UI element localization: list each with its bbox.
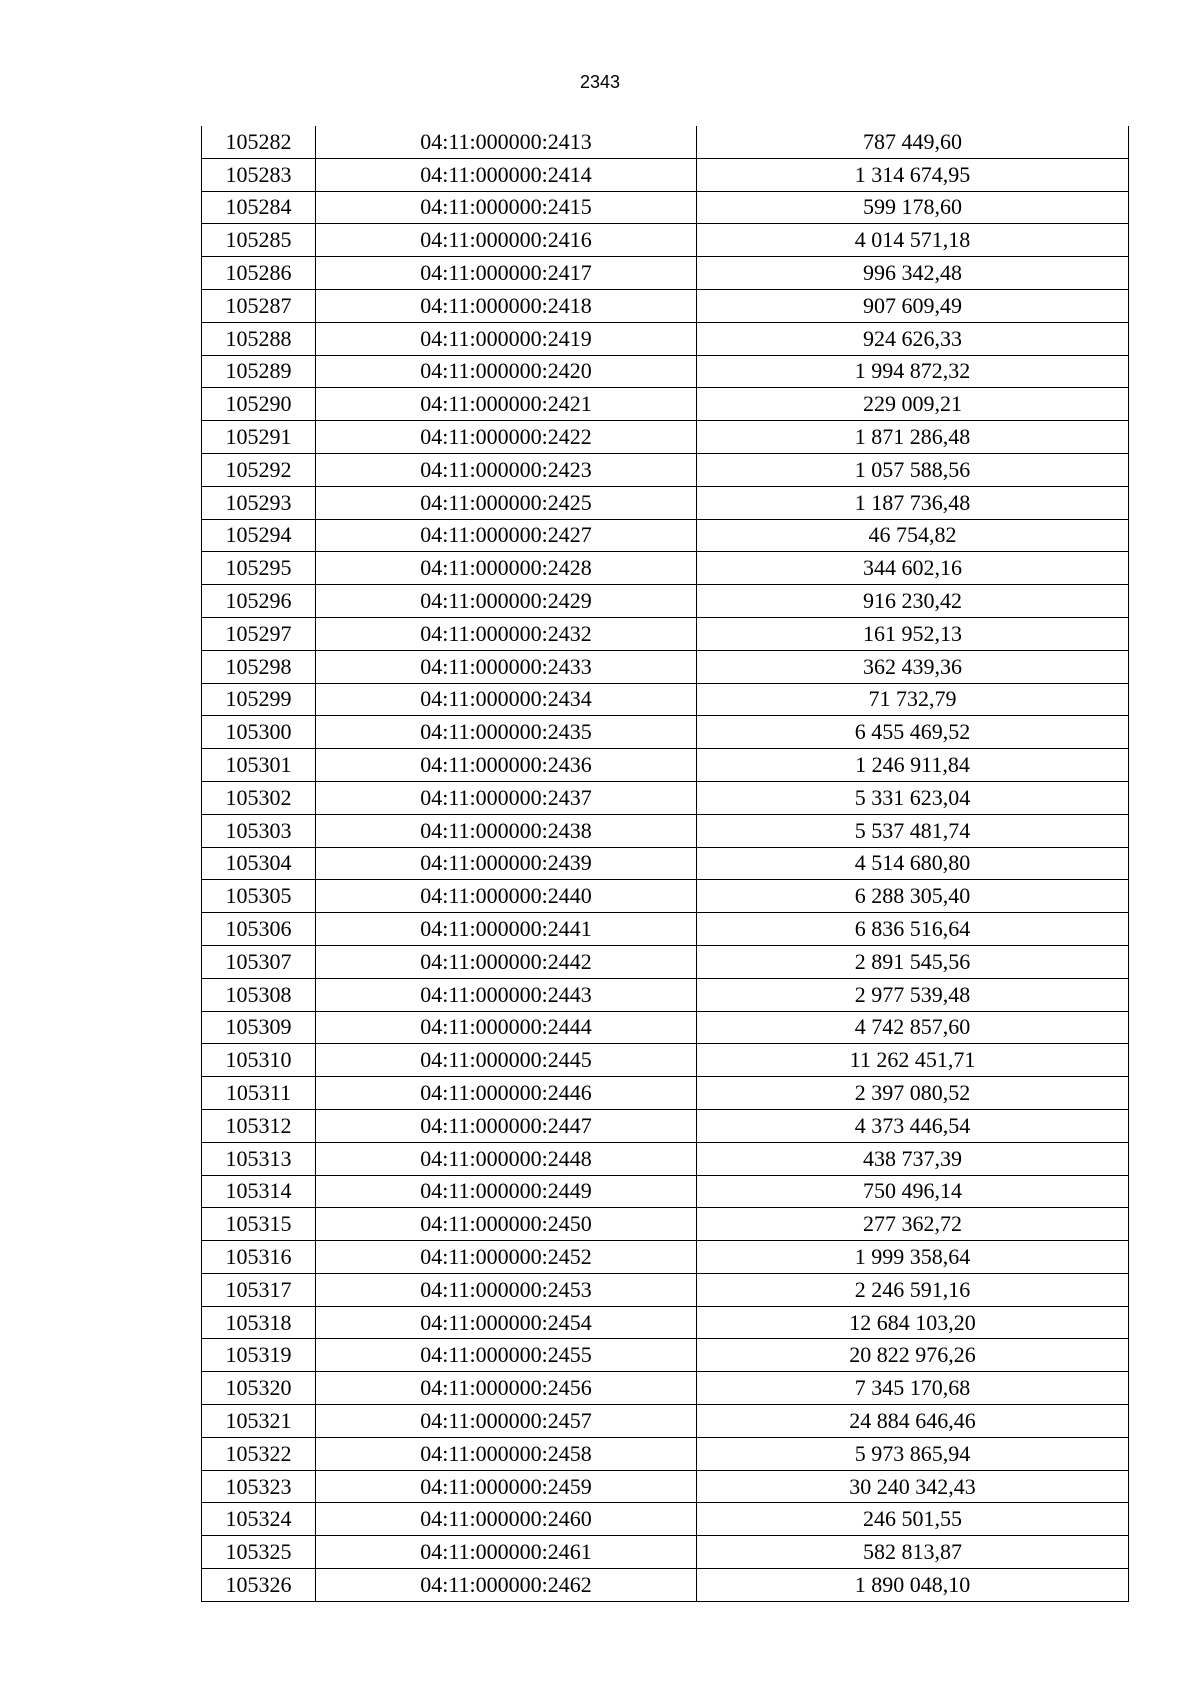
table-row (202, 1109, 1129, 1142)
cadastral-number-cell: 04:11:000000:2459 (316, 1470, 697, 1503)
table-row (202, 1569, 1129, 1602)
table-row (202, 421, 1129, 454)
cadastral-number-cell: 04:11:000000:2442 (316, 945, 697, 978)
row-number-cell: 105308 (202, 978, 316, 1011)
value-cell: 4 014 571,18 (697, 224, 1129, 257)
cadastral-number-cell: 04:11:000000:2439 (316, 847, 697, 880)
table-row (202, 683, 1129, 716)
table-row (202, 781, 1129, 814)
row-number-cell: 105286 (202, 257, 316, 290)
cadastral-number-cell: 04:11:000000:2421 (316, 388, 697, 421)
row-number-cell: 105296 (202, 585, 316, 618)
cadastral-number-cell: 04:11:000000:2448 (316, 1142, 697, 1175)
row-number-cell: 105317 (202, 1273, 316, 1306)
value-cell: 362 439,36 (697, 650, 1129, 683)
table-row (202, 486, 1129, 519)
value-cell: 277 362,72 (697, 1208, 1129, 1241)
cadastral-number-cell: 04:11:000000:2438 (316, 814, 697, 847)
cadastral-number-cell: 04:11:000000:2441 (316, 913, 697, 946)
table-row (202, 1175, 1129, 1208)
cadastral-number-cell: 04:11:000000:2434 (316, 683, 697, 716)
cadastral-number-cell: 04:11:000000:2422 (316, 421, 697, 454)
cadastral-number-cell: 04:11:000000:2449 (316, 1175, 697, 1208)
cadastral-number-cell: 04:11:000000:2456 (316, 1372, 697, 1405)
table-row (202, 519, 1129, 552)
row-number-cell: 105324 (202, 1503, 316, 1536)
row-number-cell: 105318 (202, 1306, 316, 1339)
cadastral-value-table (201, 126, 1129, 1602)
table-row (202, 355, 1129, 388)
row-number-cell: 105315 (202, 1208, 316, 1241)
cadastral-number-cell: 04:11:000000:2453 (316, 1273, 697, 1306)
cadastral-number-cell: 04:11:000000:2423 (316, 453, 697, 486)
value-cell: 6 836 516,64 (697, 913, 1129, 946)
table-row (202, 585, 1129, 618)
cadastral-number-cell: 04:11:000000:2425 (316, 486, 697, 519)
value-cell: 1 187 736,48 (697, 486, 1129, 519)
row-number-cell: 105282 (202, 126, 316, 158)
table-row (202, 158, 1129, 191)
table-row (202, 617, 1129, 650)
table-row (202, 1044, 1129, 1077)
table-row (202, 552, 1129, 585)
table-row (202, 847, 1129, 880)
page-number: 2343 (579, 72, 621, 92)
value-cell: 1 871 286,48 (697, 421, 1129, 454)
row-number-cell: 105288 (202, 322, 316, 355)
row-number-cell: 105313 (202, 1142, 316, 1175)
cadastral-number-cell: 04:11:000000:2443 (316, 978, 697, 1011)
cadastral-number-cell: 04:11:000000:2418 (316, 289, 697, 322)
row-number-cell: 105298 (202, 650, 316, 683)
cadastral-number-cell: 04:11:000000:2462 (316, 1569, 697, 1602)
row-number-cell: 105283 (202, 158, 316, 191)
table-row (202, 453, 1129, 486)
value-cell: 1 890 048,10 (697, 1569, 1129, 1602)
value-cell: 12 684 103,20 (697, 1306, 1129, 1339)
table-row (202, 191, 1129, 224)
value-cell: 907 609,49 (697, 289, 1129, 322)
value-cell: 787 449,60 (697, 126, 1129, 158)
table-row (202, 1339, 1129, 1372)
table-row (202, 814, 1129, 847)
row-number-cell: 105304 (202, 847, 316, 880)
row-number-cell: 105284 (202, 191, 316, 224)
value-cell: 750 496,14 (697, 1175, 1129, 1208)
cadastral-number-cell: 04:11:000000:2437 (316, 781, 697, 814)
cadastral-number-cell: 04:11:000000:2427 (316, 519, 697, 552)
value-cell: 438 737,39 (697, 1142, 1129, 1175)
table-row (202, 1273, 1129, 1306)
value-cell: 30 240 342,43 (697, 1470, 1129, 1503)
value-cell: 7 345 170,68 (697, 1372, 1129, 1405)
value-cell: 582 813,87 (697, 1536, 1129, 1569)
cadastral-number-cell: 04:11:000000:2417 (316, 257, 697, 290)
cadastral-number-cell: 04:11:000000:2444 (316, 1011, 697, 1044)
cadastral-number-cell: 04:11:000000:2458 (316, 1437, 697, 1470)
row-number-cell: 105322 (202, 1437, 316, 1470)
row-number-cell: 105291 (202, 421, 316, 454)
table-row (202, 126, 1129, 158)
value-cell: 1 246 911,84 (697, 749, 1129, 782)
cadastral-number-cell: 04:11:000000:2413 (316, 126, 697, 158)
cadastral-number-cell: 04:11:000000:2435 (316, 716, 697, 749)
row-number-cell: 105306 (202, 913, 316, 946)
row-number-cell: 105310 (202, 1044, 316, 1077)
row-number-cell: 105295 (202, 552, 316, 585)
value-cell: 996 342,48 (697, 257, 1129, 290)
value-cell: 46 754,82 (697, 519, 1129, 552)
row-number-cell: 105301 (202, 749, 316, 782)
row-number-cell: 105285 (202, 224, 316, 257)
row-number-cell: 105314 (202, 1175, 316, 1208)
value-cell: 161 952,13 (697, 617, 1129, 650)
cadastral-number-cell: 04:11:000000:2457 (316, 1405, 697, 1438)
row-number-cell: 105312 (202, 1109, 316, 1142)
row-number-cell: 105292 (202, 453, 316, 486)
table-row (202, 913, 1129, 946)
value-cell: 6 455 469,52 (697, 716, 1129, 749)
cadastral-number-cell: 04:11:000000:2433 (316, 650, 697, 683)
row-number-cell: 105309 (202, 1011, 316, 1044)
value-cell: 599 178,60 (697, 191, 1129, 224)
table-row (202, 716, 1129, 749)
value-cell: 6 288 305,40 (697, 880, 1129, 913)
row-number-cell: 105287 (202, 289, 316, 322)
table-row (202, 257, 1129, 290)
table-row (202, 1405, 1129, 1438)
value-cell: 2 977 539,48 (697, 978, 1129, 1011)
table-row (202, 880, 1129, 913)
table-row (202, 978, 1129, 1011)
value-cell: 2 246 591,16 (697, 1273, 1129, 1306)
cadastral-number-cell: 04:11:000000:2416 (316, 224, 697, 257)
cadastral-number-cell: 04:11:000000:2455 (316, 1339, 697, 1372)
cadastral-number-cell: 04:11:000000:2436 (316, 749, 697, 782)
cadastral-number-cell: 04:11:000000:2461 (316, 1536, 697, 1569)
table-row (202, 224, 1129, 257)
table-row (202, 1536, 1129, 1569)
row-number-cell: 105307 (202, 945, 316, 978)
cadastral-number-cell: 04:11:000000:2415 (316, 191, 697, 224)
cadastral-number-cell: 04:11:000000:2428 (316, 552, 697, 585)
table-row (202, 945, 1129, 978)
value-cell: 20 822 976,26 (697, 1339, 1129, 1372)
row-number-cell: 105302 (202, 781, 316, 814)
value-cell: 1 314 674,95 (697, 158, 1129, 191)
row-number-cell: 105323 (202, 1470, 316, 1503)
row-number-cell: 105294 (202, 519, 316, 552)
table-row (202, 1437, 1129, 1470)
value-cell: 229 009,21 (697, 388, 1129, 421)
table-row (202, 1241, 1129, 1274)
table-body (202, 126, 1129, 1601)
table-row (202, 749, 1129, 782)
cadastral-number-cell: 04:11:000000:2419 (316, 322, 697, 355)
value-cell: 1 994 872,32 (697, 355, 1129, 388)
row-number-cell: 105305 (202, 880, 316, 913)
value-cell: 4 514 680,80 (697, 847, 1129, 880)
cadastral-number-cell: 04:11:000000:2460 (316, 1503, 697, 1536)
value-cell: 1 999 358,64 (697, 1241, 1129, 1274)
table-row (202, 1470, 1129, 1503)
row-number-cell: 105320 (202, 1372, 316, 1405)
cadastral-number-cell: 04:11:000000:2429 (316, 585, 697, 618)
row-number-cell: 105299 (202, 683, 316, 716)
cadastral-number-cell: 04:11:000000:2432 (316, 617, 697, 650)
value-cell: 5 537 481,74 (697, 814, 1129, 847)
value-cell: 1 057 588,56 (697, 453, 1129, 486)
cadastral-number-cell: 04:11:000000:2454 (316, 1306, 697, 1339)
value-cell: 4 373 446,54 (697, 1109, 1129, 1142)
cadastral-number-cell: 04:11:000000:2420 (316, 355, 697, 388)
value-cell: 2 891 545,56 (697, 945, 1129, 978)
table-row (202, 289, 1129, 322)
value-cell: 5 331 623,04 (697, 781, 1129, 814)
row-number-cell: 105290 (202, 388, 316, 421)
value-cell: 2 397 080,52 (697, 1077, 1129, 1110)
value-cell: 4 742 857,60 (697, 1011, 1129, 1044)
table-row (202, 388, 1129, 421)
table-row (202, 1372, 1129, 1405)
value-cell: 24 884 646,46 (697, 1405, 1129, 1438)
row-number-cell: 105300 (202, 716, 316, 749)
value-cell: 71 732,79 (697, 683, 1129, 716)
cadastral-number-cell: 04:11:000000:2446 (316, 1077, 697, 1110)
cadastral-number-cell: 04:11:000000:2414 (316, 158, 697, 191)
cadastral-number-cell: 04:11:000000:2440 (316, 880, 697, 913)
cadastral-number-cell: 04:11:000000:2452 (316, 1241, 697, 1274)
table-row (202, 1503, 1129, 1536)
row-number-cell: 105319 (202, 1339, 316, 1372)
table-row (202, 650, 1129, 683)
row-number-cell: 105326 (202, 1569, 316, 1602)
table-row (202, 1142, 1129, 1175)
cadastral-number-cell: 04:11:000000:2450 (316, 1208, 697, 1241)
value-cell: 344 602,16 (697, 552, 1129, 585)
row-number-cell: 105297 (202, 617, 316, 650)
row-number-cell: 105311 (202, 1077, 316, 1110)
table-row (202, 1208, 1129, 1241)
value-cell: 916 230,42 (697, 585, 1129, 618)
row-number-cell: 105289 (202, 355, 316, 388)
table-row (202, 1011, 1129, 1044)
cadastral-number-cell: 04:11:000000:2445 (316, 1044, 697, 1077)
row-number-cell: 105321 (202, 1405, 316, 1438)
table-row (202, 1306, 1129, 1339)
value-cell: 246 501,55 (697, 1503, 1129, 1536)
cadastral-number-cell: 04:11:000000:2447 (316, 1109, 697, 1142)
value-cell: 5 973 865,94 (697, 1437, 1129, 1470)
row-number-cell: 105303 (202, 814, 316, 847)
row-number-cell: 105316 (202, 1241, 316, 1274)
table-row (202, 1077, 1129, 1110)
row-number-cell: 105325 (202, 1536, 316, 1569)
value-cell: 11 262 451,71 (697, 1044, 1129, 1077)
row-number-cell: 105293 (202, 486, 316, 519)
value-cell: 924 626,33 (697, 322, 1129, 355)
table-row (202, 322, 1129, 355)
